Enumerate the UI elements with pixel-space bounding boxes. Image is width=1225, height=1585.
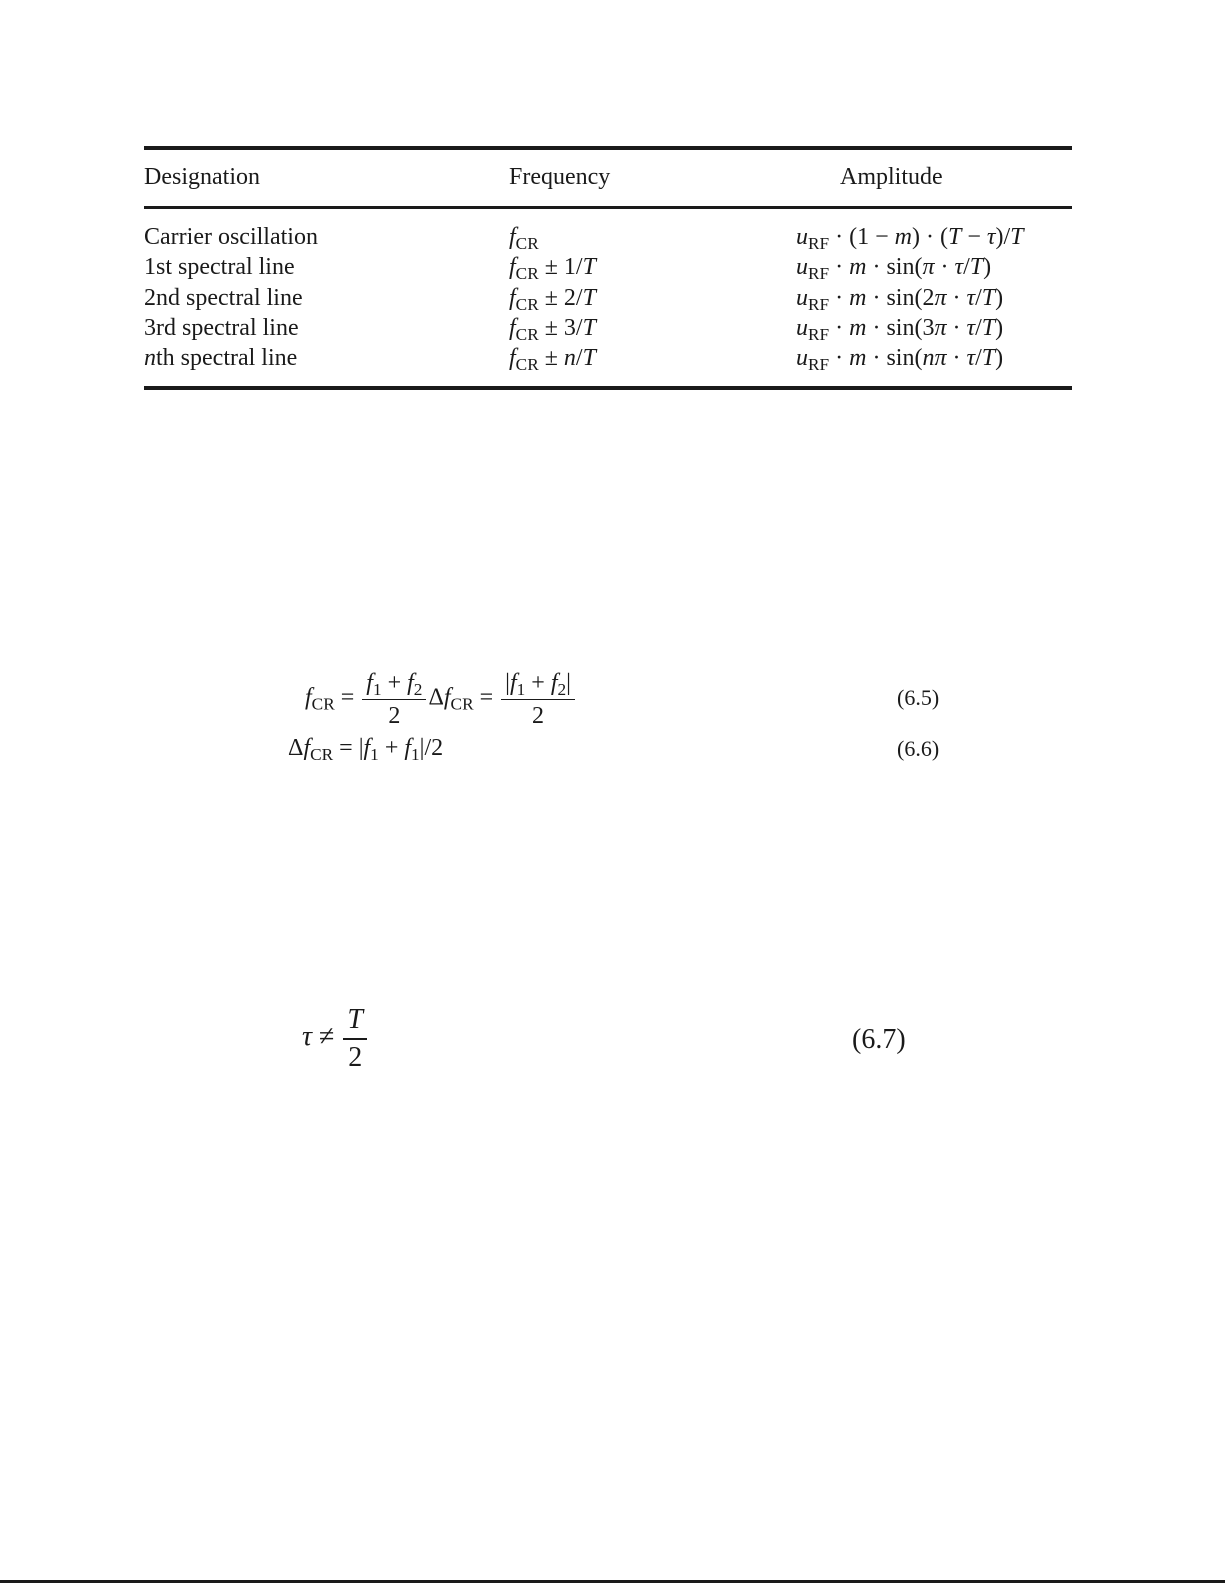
- header-amplitude: Amplitude: [840, 164, 943, 190]
- equation-6-7: τ ≠ $\frac{T}{2}$: [302, 1003, 369, 1074]
- fraction: $\frac{f_1 + f_2}{2}$: [362, 668, 426, 730]
- equation-number-6-5: (6.5): [897, 685, 940, 710]
- row-3-amplitude: $u_{RF} \cdot m \cdot \sin(3\pi \cdot \tau/T)$: [796, 315, 1004, 344]
- table-top-rule: [144, 146, 1072, 150]
- row-4-amplitude: $u_{RF} \cdot m \cdot \sin(n\pi \cdot \tau/T)$: [796, 345, 1004, 374]
- row-2-frequency: $f_{CR} \pm 2/T$: [509, 285, 596, 314]
- fraction: $\frac{|f_1 + f_2|}{2}$: [501, 668, 575, 730]
- fraction: $\frac{T}{2}$: [343, 1003, 367, 1074]
- row-1-designation: 1st spectral line: [144, 254, 295, 280]
- equation-number-6-6: (6.6): [897, 736, 940, 761]
- row-0-designation: Carrier oscillation: [144, 224, 318, 250]
- equation-number-6-7: (6.7): [852, 1024, 906, 1055]
- page-bottom-edge: [0, 1580, 1225, 1583]
- table-header-rule: [144, 206, 1072, 209]
- row-3-designation: 3rd spectral line: [144, 315, 299, 341]
- header-designation: Designation: [144, 164, 260, 190]
- row-0-amplitude: $u_{RF} \cdot (1 - m) \cdot (T - \tau)/T$: [796, 224, 1024, 253]
- equation-6-6: $\Delta f_{CR} = |f_1 + f_1|/2$: [288, 735, 444, 764]
- table-bottom-rule: [144, 386, 1072, 390]
- equation-6-5: $f_{CR}$ = $\frac{f_1 + f_2}{2}$ $\Delta f_{CR}$ = $\frac{|f_1 + f_2|}{2}$: [305, 668, 577, 730]
- row-4-designation: nth spectral line: [144, 345, 298, 371]
- row-2-designation: 2nd spectral line: [144, 285, 303, 311]
- row-2-amplitude: $u_{RF} \cdot m \cdot \sin(2\pi \cdot \tau/T)$: [796, 285, 1004, 314]
- row-1-amplitude: $u_{RF} \cdot m \cdot \sin(\pi \cdot \tau/T)$: [796, 254, 992, 283]
- header-frequency: Frequency: [509, 164, 611, 190]
- row-3-frequency: $f_{CR} \pm 3/T$: [509, 315, 596, 344]
- row-4-frequency: $f_{CR} \pm n/T$: [509, 345, 596, 374]
- row-0-frequency: $f_{CR}$: [509, 224, 539, 253]
- row-1-frequency: $f_{CR} \pm 1/T$: [509, 254, 596, 283]
